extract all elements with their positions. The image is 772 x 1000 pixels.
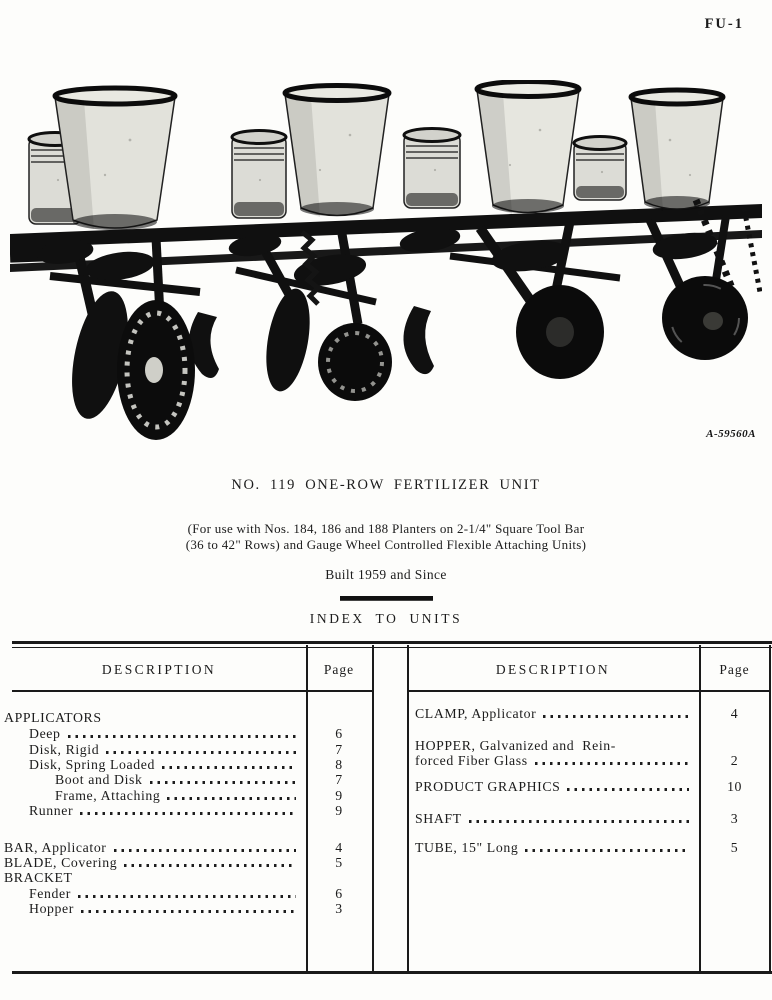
row-label: BAR, Applicator — [4, 840, 107, 855]
machine-illustration — [10, 80, 762, 448]
dot-leader — [150, 781, 296, 784]
dot-leader — [469, 820, 689, 823]
page-number: 5 — [730, 840, 739, 855]
table-row — [407, 706, 770, 721]
page-number: 9 — [335, 803, 343, 818]
page-title: NO. 119 ONE-ROW FERTILIZER UNIT — [231, 477, 541, 493]
hopper-unit-2 — [232, 86, 389, 219]
row-label: CLAMP, Applicator — [415, 706, 537, 721]
hopper-unit-4 — [574, 90, 723, 211]
index-table — [0, 641, 772, 977]
page-number: 4 — [730, 706, 739, 721]
page-number: 2 — [730, 753, 739, 768]
description-header-right: DESCRIPTION — [495, 662, 611, 677]
dot-leader — [167, 797, 296, 800]
dot-leader — [535, 762, 689, 765]
page-number: 6 — [335, 726, 343, 741]
column-divider — [699, 645, 701, 971]
page-number: 10 — [727, 779, 742, 794]
row-label: APPLICATORS — [4, 710, 102, 725]
description-header-left: DESCRIPTION — [101, 662, 217, 677]
right-table-right-border — [769, 645, 771, 971]
dot-leader — [106, 751, 296, 754]
subtitle-line-1: (For use with Nos. 184, 186 and 188 Planters on 2-1/4" Square Tool Bar — [187, 521, 585, 536]
row-label: TUBE, 15" Long — [415, 840, 519, 855]
row-label: SHAFT — [415, 811, 462, 826]
table-top-border — [12, 641, 772, 644]
page-header-right: Page — [719, 662, 750, 677]
product-photo — [10, 80, 762, 448]
dot-leader — [80, 812, 296, 815]
dot-leader — [114, 849, 296, 852]
subtitle-line-2: (36 to 42" Rows) and Gauge Wheel Controlled Flexible Attaching Units) — [185, 536, 587, 552]
wheels — [62, 276, 748, 440]
page-number: 4 — [335, 840, 343, 855]
table-row — [4, 901, 372, 916]
page-number: 3 — [730, 811, 739, 826]
table-row — [4, 855, 372, 870]
subtitle — [0, 521, 772, 552]
dot-leader — [81, 910, 296, 913]
table-row — [4, 757, 372, 772]
dot-leader — [543, 715, 689, 718]
dot-leader — [78, 895, 296, 898]
header-separator-left — [12, 690, 372, 692]
dot-leader — [124, 864, 296, 867]
row-label: Deep — [29, 726, 61, 741]
hopper-unit-1 — [29, 88, 175, 230]
row-label: BRACKET — [4, 870, 73, 885]
table-row — [4, 742, 372, 757]
table-row — [4, 840, 372, 855]
photo-caption: A-59560A — [706, 428, 756, 440]
index-heading: INDEX TO UNITS — [309, 611, 463, 626]
row-label: Hopper — [29, 901, 74, 916]
dot-leader — [567, 788, 689, 791]
row-label: Fender — [29, 886, 71, 901]
row-label-line-1: HOPPER, Galvanized and Rein- — [415, 738, 616, 753]
table-row — [4, 726, 372, 741]
row-label: Boot and Disk — [55, 772, 143, 787]
page-header-left: Page — [323, 662, 355, 677]
table-row — [407, 840, 770, 855]
page-number: 7 — [335, 772, 343, 787]
page-number: 3 — [335, 901, 343, 916]
table-row — [4, 803, 372, 818]
table-row — [4, 772, 372, 787]
row-label-line-2: forced Fiber Glass — [415, 753, 528, 768]
row-label: BLADE, Covering — [4, 855, 118, 870]
page-number: 9 — [335, 788, 343, 803]
row-label: Frame, Attaching — [55, 788, 161, 803]
table-row — [4, 710, 372, 725]
dot-leader — [525, 849, 689, 852]
table-row — [407, 811, 770, 826]
table-row — [407, 779, 770, 794]
page-number: 6 — [335, 886, 343, 901]
table-row — [4, 870, 372, 885]
table-row — [4, 886, 372, 901]
built-line: Built 1959 and Since — [325, 567, 447, 582]
hopper-unit-3 — [404, 82, 579, 215]
header-separator-right — [407, 690, 770, 692]
dot-leader — [68, 735, 296, 738]
drive-chain-2 — [744, 208, 760, 292]
divider-rule — [340, 596, 433, 601]
doc-code: FU-1 — [704, 16, 744, 32]
right-table-left-border — [407, 645, 409, 971]
table-top-border-2 — [12, 647, 772, 649]
row-label: Disk, Rigid — [29, 742, 100, 757]
row-label: Runner — [29, 803, 74, 818]
page-number: 7 — [335, 742, 343, 757]
left-table-right-border — [372, 645, 374, 971]
table-row — [407, 738, 770, 768]
page-number: 5 — [335, 855, 343, 870]
table-bottom-border — [12, 971, 772, 974]
page-number: 8 — [335, 757, 343, 772]
table-row — [4, 788, 372, 803]
row-label: Disk, Spring Loaded — [29, 757, 155, 772]
row-label: PRODUCT GRAPHICS — [415, 779, 561, 794]
dot-leader — [162, 766, 296, 769]
